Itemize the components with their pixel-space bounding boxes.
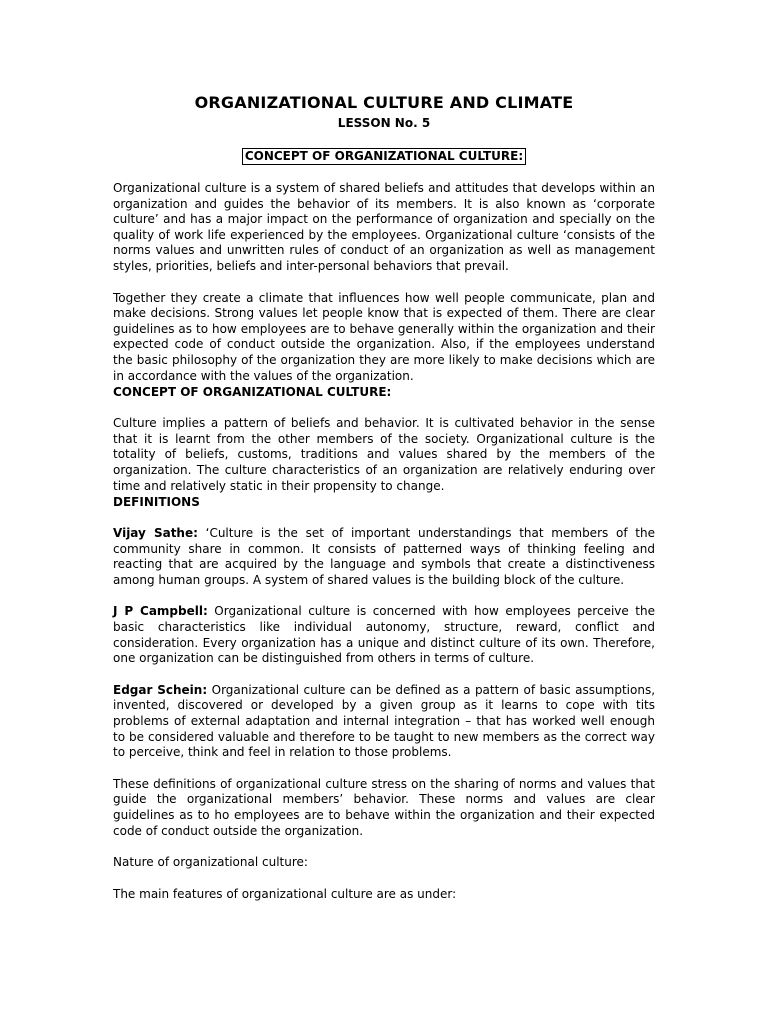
boxed-section-heading: CONCEPT OF ORGANIZATIONAL CULTURE: (242, 148, 526, 165)
paragraph-nature: Nature of organizational culture: (113, 855, 308, 870)
definition-sathe (113, 526, 655, 588)
document-body (113, 93, 655, 902)
paragraph-climate: Together they create a climate that influences how well people communicate, plan and make decisions. Strong values let people know that is expected of them. There are clear guidelines as to how employees are to behave generally within the organization and their expected code of conduct outside the organization. Also, if the employees understand the basic philosophy of the organization they are more likely to make decisions which are in accordance with the values of the organization. (113, 290, 655, 383)
definition-text: Organizational culture is concerned with how employees perceive the basic characteristics like individual autonomy, structure, reward, conflict and consideration. Every organization has a unique and distinct culture of its own. Therefore, one organization can be distinguished from others in terms of culture. (113, 604, 655, 666)
definition-schein (113, 683, 655, 761)
document-title: ORGANIZATIONAL CULTURE AND CLIMATE (194, 93, 574, 112)
section-heading-definitions: DEFINITIONS (113, 495, 200, 510)
definition-author: Edgar Schein: (113, 682, 208, 697)
boxed-heading-wrap (113, 145, 655, 165)
section-heading-concept: CONCEPT OF ORGANIZATIONAL CULTURE: (113, 385, 392, 400)
paragraph-culture-implies: Culture implies a pattern of beliefs and behavior. It is cultivated behavior in the sense that it is learnt from the other members of the society. Organizational culture is the totality of beliefs, customs, traditions and values shared by the members of the organization. The culture characteristics of an organization are relatively enduring over time and relatively static in their propensity to change. (113, 416, 655, 493)
definition-text: ‘Culture is the set of important understandings that members of the community share in common. It consists of patterned ways of thinking feeling and reacting that are acquired by the language and symbols that create a distinctiveness among human groups. A system of shared values is the building block of the culture. (113, 526, 655, 587)
definition-author: Vijay Sathe: (113, 526, 198, 541)
definition-text: Organizational culture can be defined as a pattern of basic assumptions, invented, discovered or developed by a given group as it learns to cope with tits problems of external adaptation and internal integration – that has worked well enough to be considered valuable and therefore to be taught to new members as the correct way to perceive, think and feel in relation to those problems. (113, 682, 656, 760)
paragraph-definitions-summary: These definitions of organizational culture stress on the sharing of norms and values that guide the organizational members’ behavior. These norms and values are clear guidelines as to ho employees are to behave within the organization and their expected code of conduct outside the organization. (113, 776, 655, 838)
paragraph-intro: Organizational culture is a system of shared beliefs and attitudes that develops within an organization and guides the behavior of its members. It is also known as ‘corporate culture’ and has a major impact on the performance of organization and specially on the quality of work life experienced by the employees. Organizational culture ‘consists of the norms values and unwritten rules of conduct of an organization as well as management styles, priorities, beliefs and inter-personal behaviors that prevail. (113, 181, 655, 273)
paragraph-features: The main features of organizational culture are as under: (113, 886, 457, 901)
definition-campbell (113, 604, 655, 666)
lesson-number: LESSON No. 5 (337, 116, 431, 130)
definition-author: J P Campbell: (113, 604, 208, 619)
